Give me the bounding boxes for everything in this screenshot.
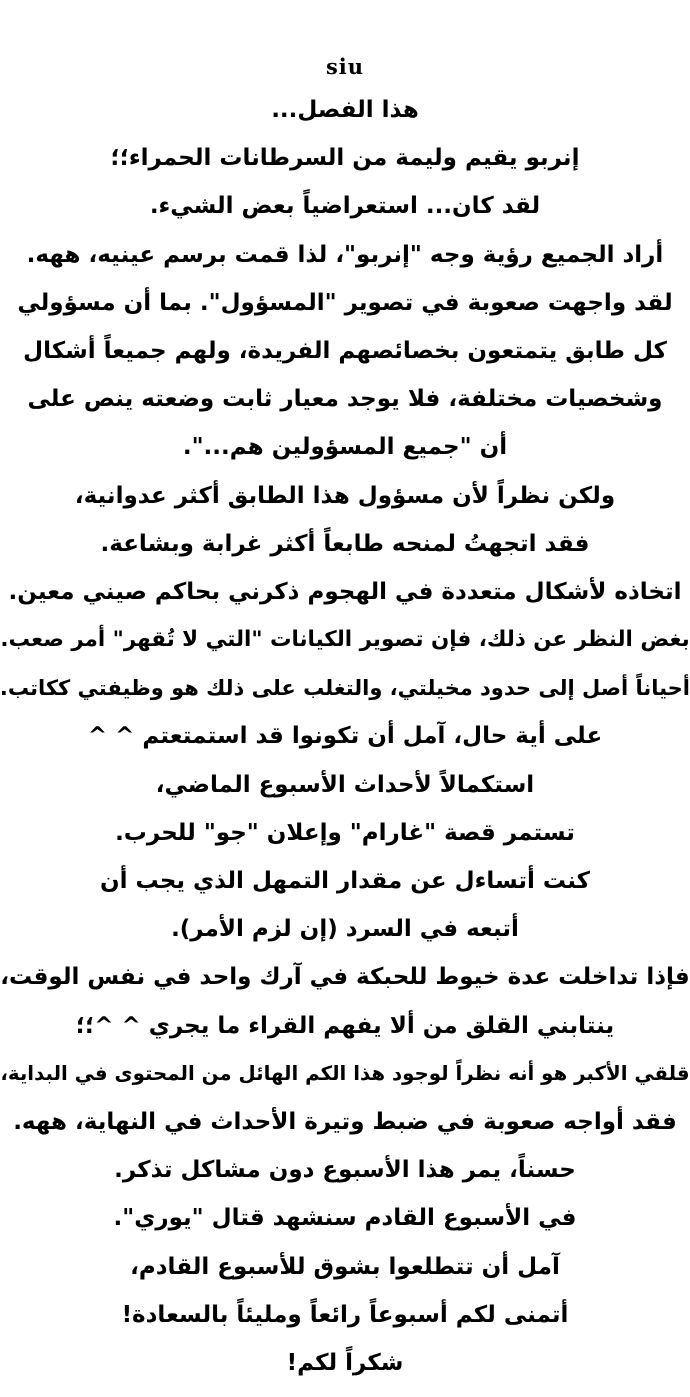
- text-line: بغض النظر عن ذلك، فإن تصوير الكيانات "التي لا تُقهر" أمر صعب.: [0, 627, 690, 653]
- text-line: وشخصيات مختلفة، فلا يوجد معيار ثابت وضعته ينص على: [27, 386, 663, 413]
- text-line: لقد كان... استعراضياً بعض الشيء.: [149, 193, 541, 220]
- text-line: فإذا تداخلت عدة خيوط للحبكة في آرك واحد في نفس الوقت،: [0, 964, 690, 991]
- text-line: فقد اتجهتُ لمنحه طابعاً أكثر غرابة وبشاعة.: [100, 530, 590, 557]
- text-line: شكراً لكم!: [286, 1349, 404, 1376]
- author-signature: siu: [325, 54, 365, 79]
- text-line: أن "جميع المسؤولين هم...".: [182, 434, 508, 461]
- text-line: قلقي الأكبر هو أنه نظراً لوجود هذا الكم الهائل من المحتوى في البداية،: [0, 1061, 690, 1085]
- text-line: كل طابق يتمتعون بخصائصهم الفريدة، ولهم جميعاً أشكال: [23, 337, 667, 364]
- text-line: أتبعه في السرد (إن لزم الأمر).: [171, 916, 519, 943]
- text-line: على أية حال، آمل أن تكونوا قد استمتعتم ^ ^: [87, 723, 603, 750]
- text-line: فقد أواجه صعوبة في ضبط وتيرة الأحداث في النهاية، ههه.: [13, 1108, 677, 1135]
- text-line: لقد واجهت صعوبة في تصوير "المسؤول". بما أن مسؤولي: [17, 289, 673, 316]
- text-line: أتمنى لكم أسبوعاً رائعاً ومليئاً بالسعادة!: [121, 1301, 569, 1328]
- text-line: حسناً، يمر هذا الأسبوع دون مشاكل تذكر.: [114, 1157, 576, 1184]
- text-line: تستمر قصة "غارام" وإعلان "جو" للحرب.: [115, 819, 575, 846]
- text-line: أراد الجميع رؤية وجه "إنربو"، لذا قمت برسم عينيه، ههه.: [26, 241, 664, 268]
- text-line: استكمالاً لأحداث الأسبوع الماضي،: [155, 771, 535, 798]
- text-line: آمل أن تتطلعوا بشوق للأسبوع القادم،: [130, 1253, 560, 1280]
- text-line: ولكن نظراً لأن مسؤول هذا الطابق أكثر عدوانية،: [74, 482, 616, 509]
- afterword-text: [0, 86, 690, 1387]
- text-line: كنت أتساءل عن مقدار التمهل الذي يجب أن: [99, 868, 591, 894]
- text-line: اتخاذه لأشكال متعددة في الهجوم ذكرني بحاكم صيني معين.: [8, 578, 682, 605]
- text-line: إنربو يقيم وليمة من السرطانات الحمراء؛؛: [110, 145, 580, 172]
- text-line: هذا الفصل...: [271, 97, 419, 123]
- text-line: ينتابني القلق من ألا يفهم القراء ما يجري ^ ^؛؛: [75, 1012, 615, 1039]
- text-line: أحياناً أصل إلى حدود مخيلتي، والتغلب على ذلك هو وظيفتي ككاتب.: [0, 676, 690, 701]
- text-line: في الأسبوع القادم سنشهد قتال "يوري".: [113, 1205, 577, 1232]
